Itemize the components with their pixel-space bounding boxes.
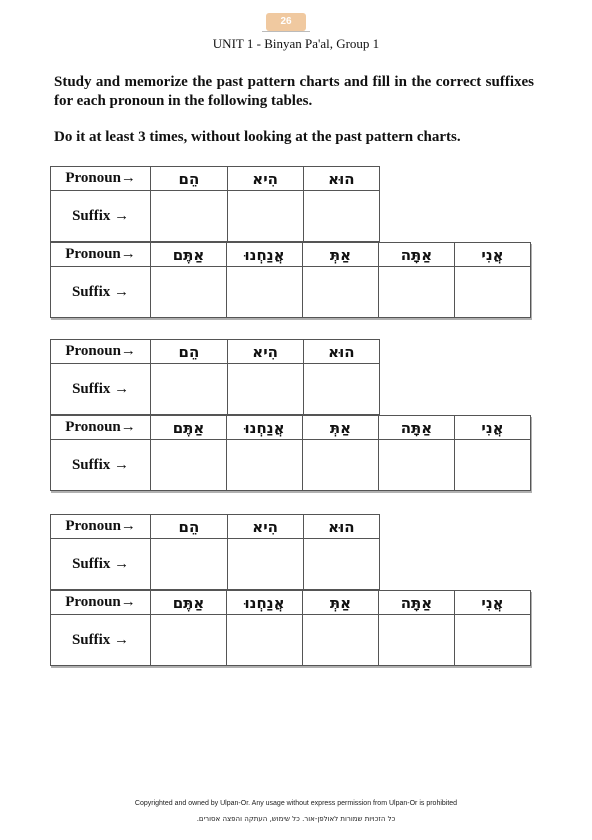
suffix-cell[interactable] [151,539,227,590]
unit-title: UNIT 1 - Binyan Pa'al, Group 1 [212,36,380,51]
pronoun-label: Pronoun→ [51,243,151,267]
pronoun-ani: אֲנִי [455,416,531,440]
pronoun-ata: אַתָּה [379,591,455,615]
pronoun-hu: הוּא [303,167,379,191]
instruction-repeat-text: Do it at least 3 times, without looking at the past pattern charts. [54,129,461,145]
pronoun-at: אַתְּ [303,591,379,615]
suffix-cell[interactable] [303,364,379,415]
pronoun-atem: אַתֶּם [151,243,227,267]
suffix-cell[interactable] [151,364,227,415]
copyright-notice-hebrew: כל הזכויות שמורות לאולפן-אור. כל שימוש, העתקה והפצה אסורים. [196,815,396,823]
suffix-cell[interactable] [151,440,227,491]
page-number-badge: 26 [266,13,306,31]
pronoun-atem: אַתֶּם [151,416,227,440]
pronoun-anachnu: אֲנַחְנוּ [227,243,303,267]
instruction-text: Study and memorize the past pattern charts and fill in the correct suffixes for each pronoun in the following tables. [54,74,534,109]
pronoun-hem: הֵם [151,515,227,539]
pronoun-atem: אַתֶּם [151,591,227,615]
suffix-cell[interactable] [227,191,303,242]
pronoun-hem: הֵם [151,340,227,364]
pronoun-hu: הוּא [303,340,379,364]
suffix-cell[interactable] [151,615,227,666]
suffix-cell[interactable] [151,267,227,318]
pronoun-hi: הִיא [227,515,303,539]
third-person-table [50,339,380,415]
pronoun-ata: אַתָּה [379,416,455,440]
first-second-person-table [50,242,531,318]
first-second-person-table [50,590,531,666]
pronoun-label: Pronoun→ [51,167,151,191]
pronoun-label: Pronoun→ [51,416,151,440]
header-divider [262,31,310,32]
pronoun-label: Pronoun→ [51,340,151,364]
pronoun-anachnu: אֲנַחְנוּ [227,416,303,440]
suffix-label: Suffix → [51,615,151,666]
pronoun-at: אַתְּ [303,416,379,440]
suffix-label: Suffix → [51,440,151,491]
exercise-table-2 [50,339,529,492]
pronoun-label: Pronoun→ [51,515,151,539]
pronoun-hem: הֵם [151,167,227,191]
third-person-table [50,514,380,590]
suffix-cell[interactable] [227,440,303,491]
pronoun-hi: הִיא [227,167,303,191]
suffix-cell[interactable] [151,191,227,242]
suffix-cell[interactable] [303,615,379,666]
pronoun-label: Pronoun→ [51,591,151,615]
suffix-cell[interactable] [227,364,303,415]
suffix-cell[interactable] [303,539,379,590]
exercise-table-1 [50,166,529,319]
suffix-cell[interactable] [227,539,303,590]
suffix-cell[interactable] [227,615,303,666]
pronoun-hu: הוּא [303,515,379,539]
suffix-cell[interactable] [379,267,455,318]
pronoun-ani: אֲנִי [455,591,531,615]
copyright-notice-english: Copyrighted and owned by Ulpan-Or. Any usage without express permission from Ulpan-Or is prohibited [134,800,458,807]
pronoun-at: אַתְּ [303,243,379,267]
pronoun-ani: אֲנִי [455,243,531,267]
pronoun-hi: הִיא [227,340,303,364]
suffix-cell[interactable] [303,267,379,318]
suffix-cell[interactable] [455,440,531,491]
suffix-label: Suffix → [51,267,151,318]
suffix-cell[interactable] [303,440,379,491]
pronoun-anachnu: אֲנַחְנוּ [227,591,303,615]
exercise-table-3 [50,514,529,667]
suffix-label: Suffix → [51,191,151,242]
pronoun-ata: אַתָּה [379,243,455,267]
suffix-cell[interactable] [379,440,455,491]
suffix-cell[interactable] [455,615,531,666]
suffix-cell[interactable] [303,191,379,242]
suffix-cell[interactable] [227,267,303,318]
suffix-label: Suffix → [51,364,151,415]
first-second-person-table [50,415,531,491]
suffix-label: Suffix → [51,539,151,590]
third-person-table [50,166,380,242]
suffix-cell[interactable] [455,267,531,318]
suffix-cell[interactable] [379,615,455,666]
